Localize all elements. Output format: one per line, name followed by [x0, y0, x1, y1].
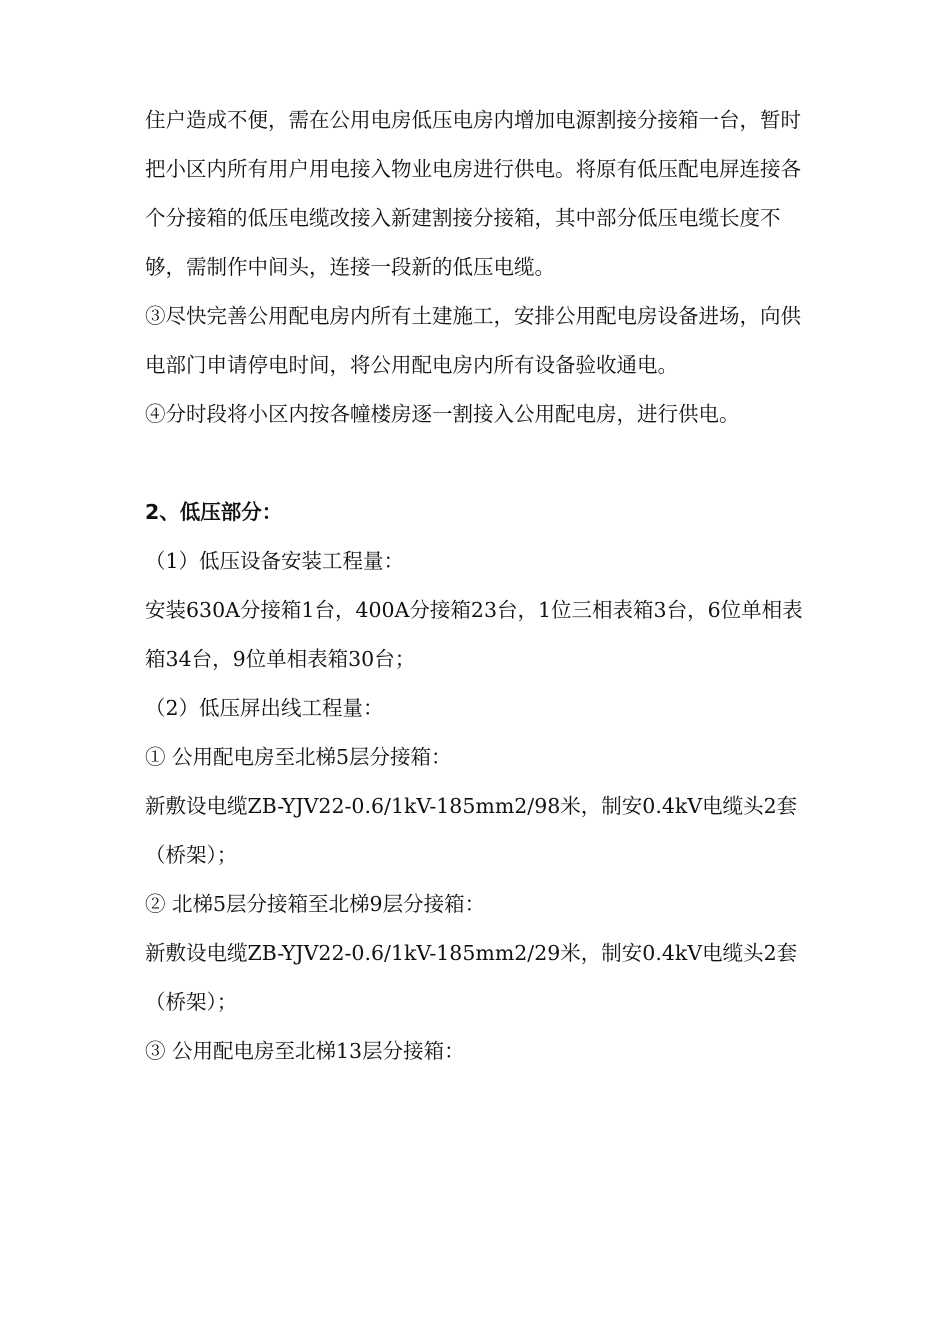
subheading-outgoing-lines: （2）低压屏出线工程量：	[145, 696, 384, 720]
equipment-list: 安装630A分接箱1台，400A分接箱23台，1位三相表箱3台，6位单相表箱34台，9位单相表箱30台；	[145, 598, 803, 671]
line-item-1-title: ① 公用配电房至北梯5层分接箱：	[145, 745, 452, 769]
subheading-equipment: （1）低压设备安装工程量：	[145, 549, 405, 573]
line-item-1-detail: 新敷设电缆ZB-YJV22-0.6/1kV-185mm2/98米，制安0.4kV电缆头2套（桥架）；	[145, 794, 798, 867]
line-item-3-title: ③ 公用配电房至北梯13层分接箱：	[145, 1039, 465, 1063]
section-heading: 2、低压部分：	[145, 500, 283, 524]
paragraph-continuation: 住户造成不便，需在公用电房低压电房内增加电源割接分接箱一台，暂时把小区内所有用户用电接入物业电房进行供电。将原有低压配电屏连接各个分接箱的低压电缆改接入新建割接分接箱，其中部分低压电缆长度不够，需制作中间头，连接一段新的低压电缆。	[145, 108, 801, 279]
paragraph-step-3: ③尽快完善公用配电房内所有土建施工，安排公用配电房设备进场，向供电部门申请停电时间，将公用配电房内所有设备验收通电。	[145, 304, 801, 377]
document-body	[145, 96, 815, 1076]
blank-line	[145, 439, 815, 488]
paragraph-step-4: ④分时段将小区内按各幢楼房逐一割接入公用配电房，进行供电。	[145, 402, 740, 426]
line-item-2-title: ② 北梯5层分接箱至北梯9层分接箱：	[145, 892, 486, 916]
line-item-2-detail: 新敷设电缆ZB-YJV22-0.6/1kV-185mm2/29米，制安0.4kV电缆头2套（桥架）；	[145, 941, 798, 1014]
